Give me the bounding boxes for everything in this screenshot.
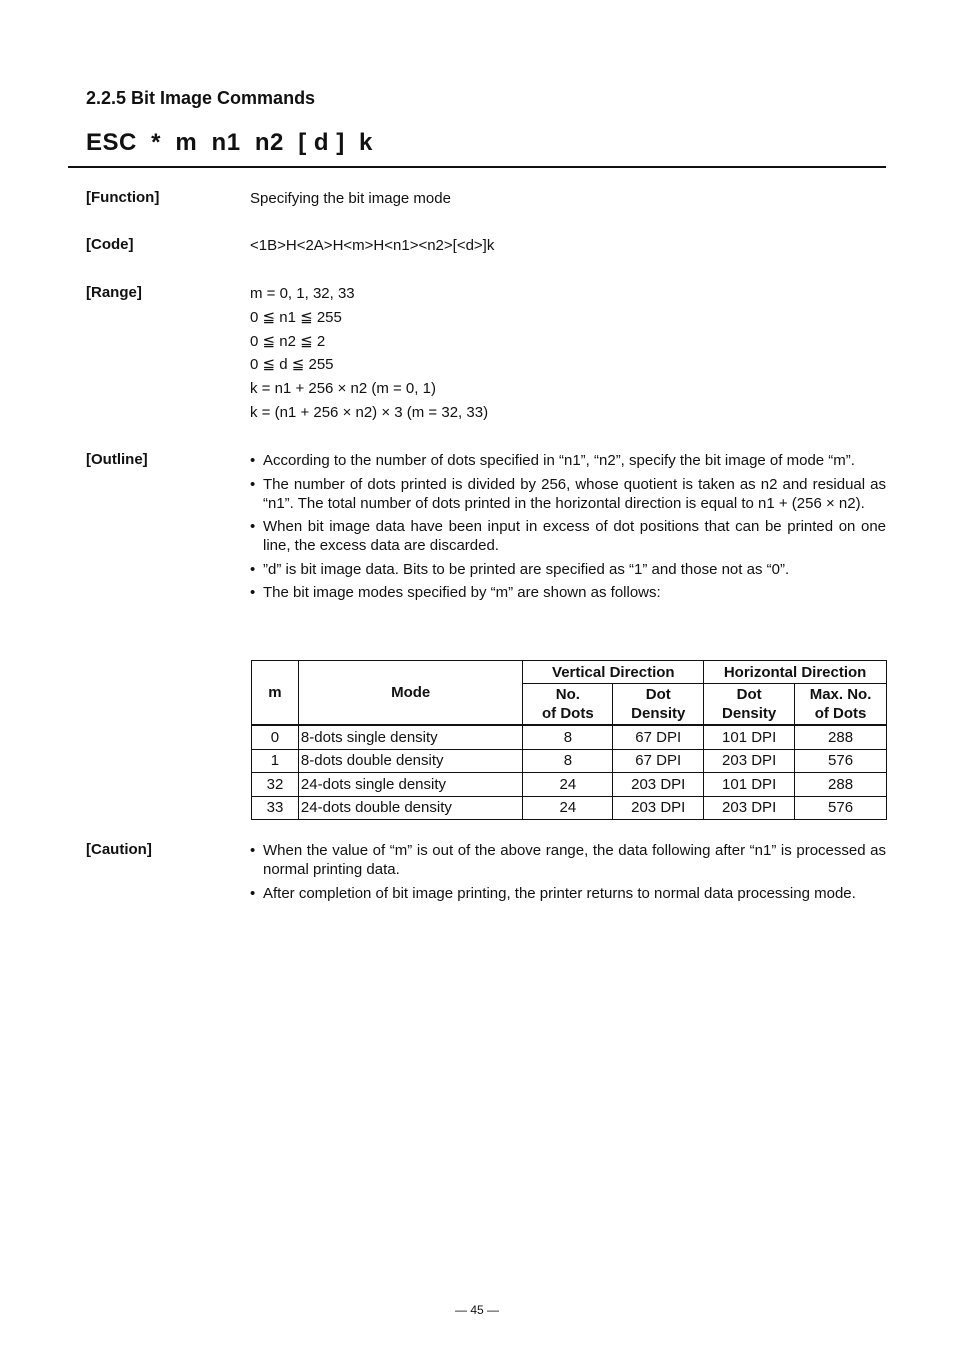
- cell-vertical-dots: 8: [523, 725, 613, 749]
- range-list: [250, 284, 886, 427]
- range-line: 0 ≦ n2 ≦ 2: [250, 332, 326, 350]
- cell-mode: 8-dots single density: [298, 725, 523, 749]
- cell-mode: 24-dots single density: [298, 773, 523, 797]
- caution-bullet: • When the value of “m” is out of the above range, the data following after “n1” is processed as normal printing data.: [250, 841, 886, 879]
- cell-vertical-density: 67 DPI: [613, 725, 704, 749]
- outline-label: [Outline]: [86, 451, 148, 468]
- header-line: Dot Density: [631, 686, 686, 722]
- outline-bullet: • ”d” is bit image data. Bits to be printed are specified as “1” and those not as “0”.: [250, 560, 886, 579]
- table-header-mode: Mode: [298, 661, 523, 726]
- table-header-vertical-direction: Vertical Direction: [523, 661, 704, 684]
- cell-horizontal-max: 576: [795, 749, 887, 773]
- cell-vertical-density: 67 DPI: [613, 749, 704, 773]
- section-title: 2.2.5 Bit Image Commands: [86, 88, 316, 108]
- table-header-max-no-of-dots: [795, 684, 887, 726]
- caution-content: [250, 841, 886, 907]
- cell-m: 1: [252, 749, 299, 773]
- cell-m: 33: [252, 796, 299, 820]
- table-header-vertical-dot-density: [613, 684, 704, 726]
- caution-bullet-list: [250, 841, 886, 903]
- range-line: k = n1 + 256 × n2 (m = 0, 1): [250, 380, 436, 398]
- table-header-m: m: [252, 661, 299, 726]
- outline-bullet: • The bit image modes specified by “m” are shown as follows:: [250, 583, 886, 602]
- table-row: [252, 773, 887, 797]
- cell-vertical-dots: 8: [523, 749, 613, 773]
- cell-m: 32: [252, 773, 299, 797]
- header-line: Max. No. of Dots: [809, 686, 872, 722]
- header-line: Dot Density: [722, 686, 777, 722]
- cell-horizontal-density: 101 DPI: [704, 725, 795, 749]
- range-line: 0 ≦ n1 ≦ 255: [250, 308, 342, 326]
- cell-vertical-dots: 24: [523, 796, 613, 820]
- range-line: 0 ≦ d ≦ 255: [250, 356, 334, 374]
- outline-bullet: • According to the number of dots specified in “n1”, “n2”, specify the bit image of mode “m”.: [250, 451, 886, 470]
- cell-horizontal-density: 101 DPI: [704, 773, 795, 797]
- cell-horizontal-max: 288: [795, 725, 887, 749]
- range-label: [Range]: [86, 284, 142, 301]
- range-line: m = 0, 1, 32, 33: [250, 285, 355, 302]
- bit-image-mode-table: [251, 660, 887, 820]
- table-row: [252, 725, 887, 749]
- cell-mode: 8-dots double density: [298, 749, 523, 773]
- table-header-no-of-dots: [523, 684, 613, 726]
- range-line: k = (n1 + 256 × n2) × 3 (m = 32, 33): [250, 403, 489, 421]
- outline-bullet: • When bit image data have been input in excess of dot positions that can be printed on one line, the excess data are discarded.: [250, 517, 886, 555]
- cell-horizontal-density: 203 DPI: [704, 796, 795, 820]
- function-text: Specifying the bit image mode: [250, 190, 451, 207]
- cell-m: 0: [252, 725, 299, 749]
- table-header-horizontal-dot-density: [704, 684, 795, 726]
- caution-bullet: • After completion of bit image printing, the printer returns to normal data processing mode.: [250, 884, 886, 903]
- outline-content: [250, 451, 886, 607]
- title-rule: [68, 166, 886, 168]
- cell-mode: 24-dots double density: [298, 796, 523, 820]
- cell-vertical-dots: 24: [523, 773, 613, 797]
- caution-label: [Caution]: [86, 841, 152, 858]
- code-label: [Code]: [86, 236, 134, 253]
- table-row: [252, 749, 887, 773]
- cell-vertical-density: 203 DPI: [613, 773, 704, 797]
- function-label: [Function]: [86, 189, 160, 206]
- outline-bullet-list: [250, 451, 886, 602]
- code-text: <1B>H<2A>H<m>H<n1><n2>[<d>]k: [250, 237, 495, 254]
- outline-bullet: • The number of dots printed is divided by 256, whose quotient is taken as n2 and residual as “n1”. The total number of dots printed in the horizontal direction is equal to n1 + (256 × n2).: [250, 475, 886, 513]
- header-line: No. of Dots: [542, 686, 594, 722]
- cell-vertical-density: 203 DPI: [613, 796, 704, 820]
- table-header-horizontal-direction: Horizontal Direction: [704, 661, 887, 684]
- table-row: [252, 796, 887, 820]
- cell-horizontal-max: 576: [795, 796, 887, 820]
- command-title: ESC * m n1 n2 [ d ] k: [86, 129, 373, 156]
- cell-horizontal-max: 288: [795, 773, 887, 797]
- cell-horizontal-density: 203 DPI: [704, 749, 795, 773]
- page-number: — 45 —: [454, 1303, 499, 1317]
